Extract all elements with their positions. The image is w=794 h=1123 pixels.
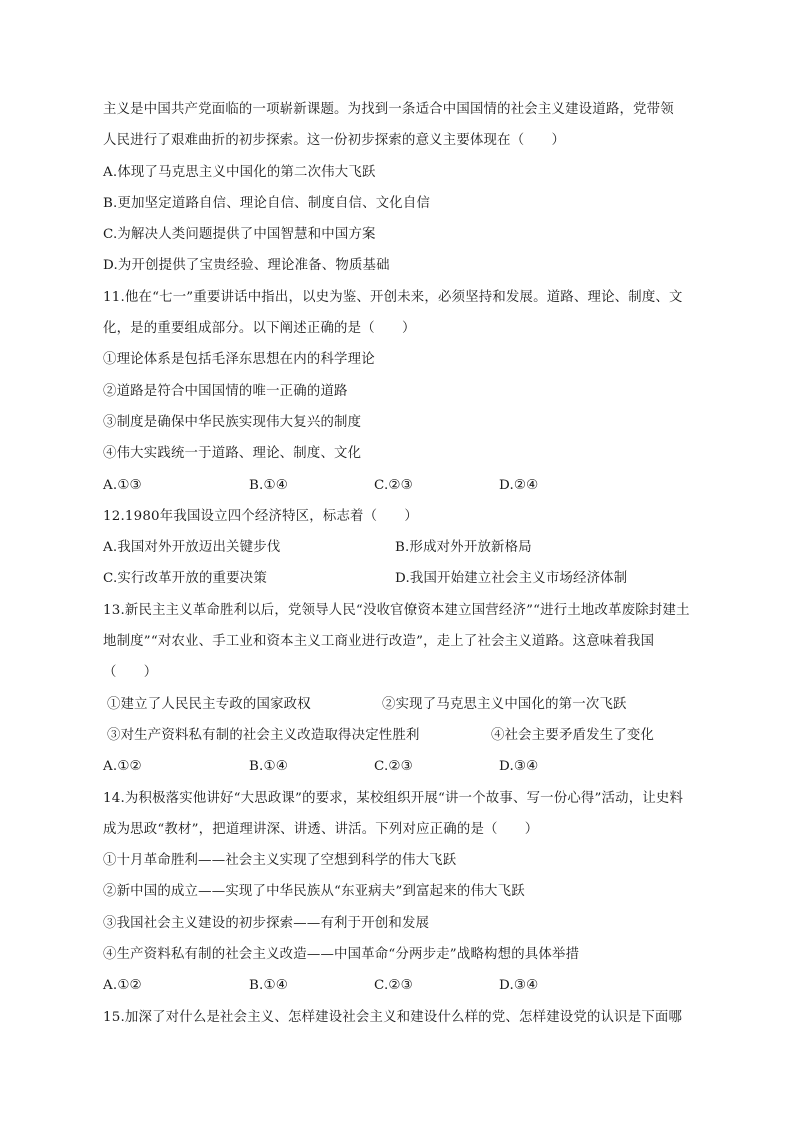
q13-option-b: B.①④	[249, 759, 288, 775]
q13-statements-row-1	[103, 689, 697, 720]
q14-stem-line-2: 成为思政“教材”，把道理讲深、讲透、讲活。下列对应正确的是（ ）	[103, 821, 539, 837]
q14-option-c: C.②③	[374, 978, 413, 994]
q14-stem-line-1: 14.为积极落实他讲好“大思政课”的要求，某校组织开展“讲一个故事、写一份心得”活动，让史料	[103, 790, 684, 806]
q11-statement-4: ④伟大实践统一于道路、理论、制度、文化	[103, 446, 362, 462]
q11-option-a: A.①③	[103, 477, 142, 493]
q13-statement-4: ④社会主要矛盾发生了变化	[491, 727, 655, 743]
q14-statement-4: ④生产资料私有制的社会主义改造——中国革命“分两步走”战略构想的具体举措	[103, 947, 580, 963]
q10-option-a: A.体现了马克思主义中国化的第二次伟大飞跃	[103, 164, 376, 180]
q15-stem-line-1: 15.加深了对什么是社会主义、怎样建设社会主义和建设什么样的党、怎样建设党的认识是下面哪	[103, 1009, 683, 1025]
q13-statement-2: ②实现了马克思主义中国化的第一次飞跃	[382, 696, 627, 712]
q14-statement-2: ②新中国的成立——实现了中华民族从“东亚病夫”到富起来的伟大飞跃	[103, 884, 525, 900]
q13-statement-1: ①建立了人民民主专政的国家政权	[107, 696, 311, 712]
q10-option-d: D.为开创提供了宝贵经验、理论准备、物质基础	[103, 258, 390, 274]
q14-option-d: D.③④	[499, 978, 539, 994]
q11-statement-2: ②道路是符合中国国情的唯一正确的道路	[103, 383, 348, 399]
q10-option-b: B.更加坚定道路自信、理论自信、制度自信、文化自信	[103, 195, 431, 211]
q12-options-row-2	[103, 563, 697, 594]
q12-option-a: A.我国对外开放迈出关键步伐	[103, 540, 281, 556]
q10-option-c: C.为解决人类问题提供了中国智慧和中国方案	[103, 227, 376, 243]
q11-option-d: D.②④	[499, 477, 539, 493]
q13-option-c: C.②③	[374, 759, 413, 775]
q14-option-b: B.①④	[249, 978, 288, 994]
q11-stem-line-1: 11.他在“七一”重要讲话中指出，以史为鉴、开创未来，必须坚持和发展。道路、理论、制度、文	[103, 289, 683, 305]
q11-option-c: C.②③	[374, 477, 413, 493]
q11-options	[103, 470, 697, 501]
q13-option-d: D.③④	[499, 759, 539, 775]
q13-stem-line-3: （ ）	[103, 665, 158, 681]
q13-option-a: A.①②	[103, 759, 142, 775]
q14-option-a: A.①②	[103, 978, 142, 994]
q14-statement-3: ③我国社会主义建设的初步探索——有利于开创和发展	[103, 915, 430, 931]
q11-option-b: B.①④	[249, 477, 288, 493]
exam-page	[103, 94, 697, 1033]
q10-stem-line-1: 主义是中国共产党面临的一项崭新课题。为找到一条适合中国国情的社会主义建设道路，党带领	[103, 102, 674, 117]
q13-stem-line-1: 13.新民主主义革命胜利以后，党领导人民“没收官僚资本建立国营经济”“进行土地改革废除封建土	[103, 602, 690, 618]
q10-stem-line-2: 人民进行了艰难曲折的初步探索。这一份初步探索的意义主要体现在（ ）	[103, 133, 566, 149]
q11-statement-3: ③制度是确保中华民族实现伟大复兴的制度	[103, 414, 362, 430]
q14-options	[103, 970, 697, 1001]
q11-statement-1: ①理论体系是包括毛泽东思想在内的科学理论	[103, 352, 375, 368]
q13-statements-row-2	[103, 720, 697, 751]
q13-options	[103, 751, 697, 782]
q11-stem-line-2: 化，是的重要组成部分。以下阐述正确的是（ ）	[103, 321, 416, 337]
q12-option-d: D.我国开始建立社会主义市场经济体制	[395, 571, 628, 587]
q12-option-c: C.实行改革开放的重要决策	[103, 571, 267, 587]
q12-option-b: B.形成对外开放新格局	[395, 540, 532, 556]
q12-options-row-1	[103, 532, 697, 563]
q13-statement-3: ③对生产资料私有制的社会主义改造取得决定性胜利	[107, 727, 420, 743]
q14-statement-1: ①十月革命胜利——社会主义实现了空想到科学的伟大飞跃	[103, 853, 457, 869]
q13-stem-line-2: 地制度”“对农业、手工业和资本主义工商业进行改造”，走上了社会主义道路。这意味着我国	[103, 634, 655, 650]
q12-stem: 12.1980年我国设立四个经济特区，标志着（ ）	[103, 508, 418, 524]
